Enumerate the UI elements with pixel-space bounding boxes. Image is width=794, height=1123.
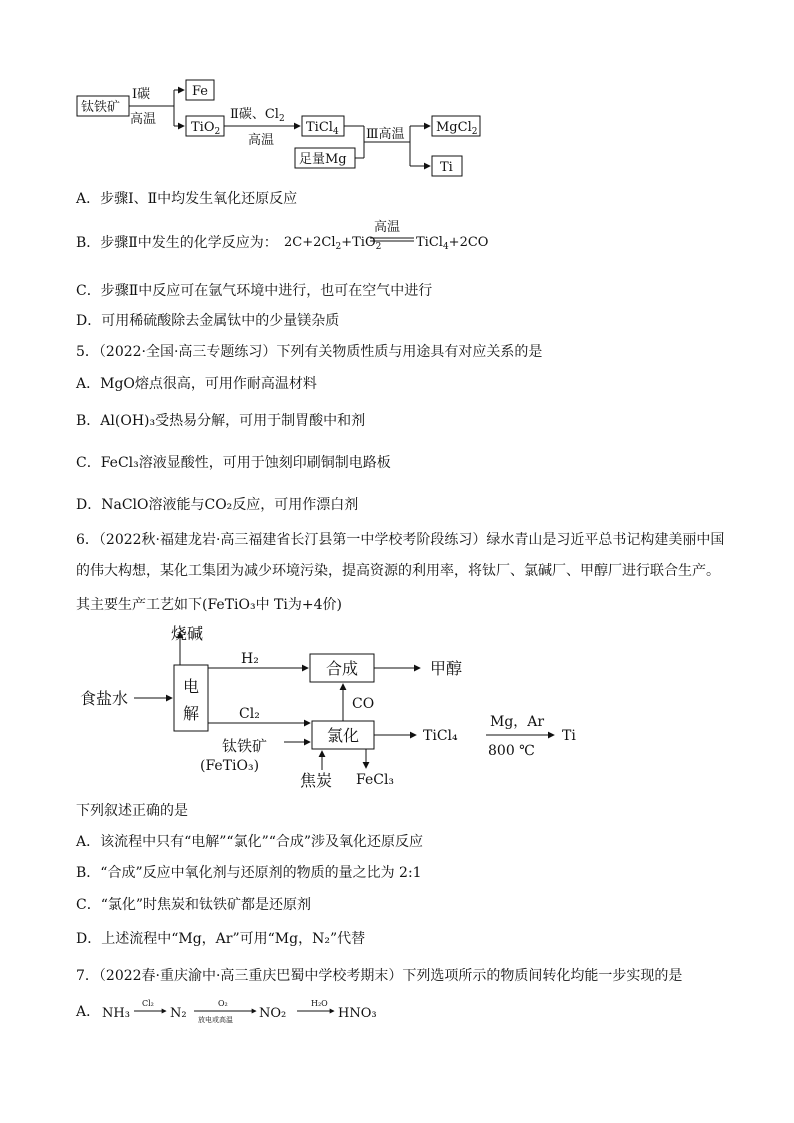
svg-text:NH₃: NH₃ <box>102 1006 130 1021</box>
q6-stem-line2: 的伟大构想，某化工集团为减少环境污染，提高资源的利用率，将钛厂、氯碱厂、甲醇厂进行联合生产。 <box>76 563 720 579</box>
titanium-process-diagram <box>70 72 490 184</box>
q4-option-b-equation <box>282 214 512 254</box>
ti-label: Ti <box>562 728 576 744</box>
svg-text:HNO₃: HNO₃ <box>338 1006 377 1021</box>
mgcl2-label: MgCl$_2$ <box>436 120 478 137</box>
electrolysis-label-1: 电 <box>183 677 200 696</box>
svg-text:放电或高温: 放电或高温 <box>198 1016 233 1024</box>
fe-label: Fe <box>192 84 209 99</box>
q6-option-d[interactable]: D．上述流程中“Mg，Ar”可用“Mg，N₂”代替 <box>76 931 366 947</box>
svg-text:2C+2Cl2+TiO2: $2C+2Cl_2+TiO_2$ <box>284 235 382 252</box>
fecl3-label: FeCl₃ <box>356 772 395 788</box>
mg-ar-label: Mg，Ar <box>490 714 545 730</box>
q4-option-b[interactable] <box>76 234 278 252</box>
q6-stem-line3: 其主要生产工艺如下(FeTiO₃中 Ti为+4价) <box>76 597 342 613</box>
q5-option-b[interactable]: B．Al(OH)₃受热易分解，可用于制胃酸中和剂 <box>76 413 366 429</box>
ilmenite-formula-label: (FeTiO₃) <box>200 758 260 774</box>
chlorination-label: 氯化 <box>327 726 360 745</box>
q7-option-a-chain <box>100 996 400 1026</box>
tio2-label: TiO$_2$ <box>191 120 221 137</box>
q4-option-d[interactable]: D．可用稀硫酸除去金属钛中的少量镁杂质 <box>76 313 340 329</box>
electrolysis-label-2: 解 <box>183 704 200 723</box>
q6-option-b[interactable]: B．“合成”反应中氧化剂与还原剂的物质的量之比为 2:1 <box>76 865 422 881</box>
temperature-label: 800 ℃ <box>488 743 535 759</box>
q5-stem: 5．（2022·全国·高三专题练习）下列有关物质性质与用途具有对应关系的是 <box>76 344 543 360</box>
q6-stem-line1: 6．（2022秋·福建龙岩·高三福建省长汀县第一中学校考阶段练习）绿水青山是习近平总书记构建美丽中国 <box>76 532 725 548</box>
q4-option-b-text: B．步骤Ⅱ中发生的化学反应为： <box>76 235 278 251</box>
ilmenite-label: 钛铁矿 <box>222 737 268 755</box>
brine-label: 食盐水 <box>80 689 129 708</box>
q4-option-a[interactable]: A．步骤Ⅰ、Ⅱ中均发生氧化还原反应 <box>76 191 298 207</box>
q6-option-a[interactable]: A．该流程中只有“电解”“氯化”“合成”涉及氧化还原反应 <box>76 834 424 850</box>
step1-bottom: 高温 <box>130 112 157 127</box>
h2-label: H₂ <box>241 651 259 667</box>
q4-option-c[interactable]: C．步骤Ⅱ中反应可在氩气环境中进行，也可在空气中进行 <box>76 283 433 299</box>
ticl4-label: TiCl₄ <box>423 728 458 744</box>
q6-option-c[interactable]: C．“氯化”时焦炭和钛铁矿都是还原剂 <box>76 897 312 913</box>
caustic-soda-label: 烧碱 <box>171 624 204 643</box>
methanol-label: 甲醇 <box>430 659 463 678</box>
svg-text:TiCl4+2CO: TiCl$_4$+2CO <box>416 235 489 252</box>
ti-label: Ti <box>440 160 453 175</box>
ticl4-label: TiCl$_4$ <box>306 120 339 137</box>
step3-label: Ⅲ高温 <box>366 127 405 142</box>
mg-label: 足量Mg <box>299 152 347 167</box>
q6-prompt: 下列叙述正确的是 <box>76 803 188 819</box>
svg-text:NO₂: NO₂ <box>259 1006 287 1021</box>
svg-text:H₂O: H₂O <box>311 999 328 1008</box>
co-label: CO <box>352 696 375 712</box>
q5-option-c[interactable]: C．FeCl₃溶液显酸性，可用于蚀刻印刷铜制电路板 <box>76 455 391 471</box>
q5-option-a[interactable]: A．MgO熔点很高，可用作耐高温材料 <box>76 376 317 392</box>
step1-top: Ⅰ碳 <box>132 87 151 102</box>
q7-stem: 7．（2022春·重庆渝中·高三重庆巴蜀中学校考期末）下列选项所示的物质间转化均能一步实现的是 <box>76 968 683 984</box>
step2-bottom: 高温 <box>248 133 275 148</box>
svg-text:N₂: N₂ <box>170 1006 187 1021</box>
svg-text:高温: 高温 <box>374 220 401 235</box>
svg-text:Cl₂: Cl₂ <box>142 999 154 1008</box>
ore-label: 钛铁矿 <box>81 100 121 115</box>
synthesis-label: 合成 <box>326 659 359 678</box>
coke-label: 焦炭 <box>300 771 333 790</box>
svg-text:O₂: O₂ <box>218 999 228 1008</box>
q7-option-a[interactable] <box>76 1003 100 1021</box>
q5-option-d[interactable]: D．NaClO溶液能与CO₂反应，可用作漂白剂 <box>76 497 359 513</box>
cl2-label: Cl₂ <box>239 706 260 722</box>
joint-production-diagram <box>76 620 596 800</box>
q7-option-a-label: A． <box>76 1004 101 1020</box>
step2-top: Ⅱ碳、$Cl_2$ <box>230 107 285 124</box>
